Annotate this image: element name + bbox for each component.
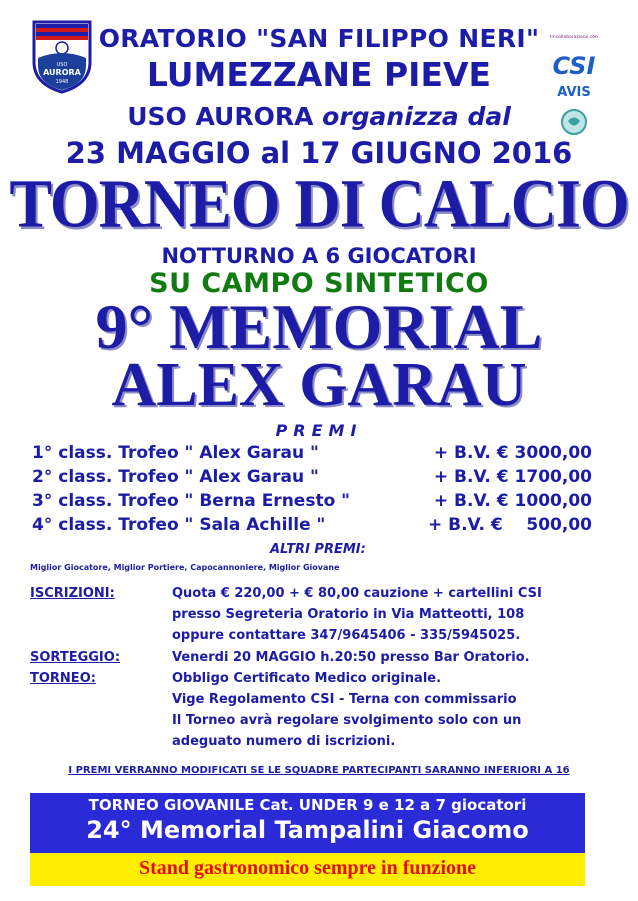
iscrizioni-line: Quota € 220,00 + € 80,00 cauzione + cartellini CSI — [172, 586, 542, 601]
memorial-title: 9° MEMORIAL — [95, 291, 543, 362]
food-stand-text: Stand gastronomico sempre in funzione — [138, 857, 477, 879]
sponsor-collab-text: In collaborazione con — [550, 35, 598, 40]
memorial-name: ALEX GARAU — [111, 351, 527, 419]
csi-logo: CSI — [552, 52, 596, 80]
other-prizes-heading: ALTRI PREMI: — [270, 542, 366, 557]
prize-name: 4° class. Trofeo " Sala Achille " — [32, 515, 326, 535]
pitch-subtitle: SU CAMPO SINTETICO — [149, 268, 489, 299]
sorteggio-label: SORTEGGIO: — [30, 650, 121, 665]
logo-year-text: 1948 — [55, 79, 69, 85]
prize-value: + B.V. € 500,00 — [427, 515, 592, 535]
torneo-line: Obbligo Certificato Medico originale. — [172, 671, 442, 686]
dates-line: 23 MAGGIO al 17 GIUGNO 2016 — [65, 136, 573, 170]
location-title: LUMEZZANE PIEVE — [146, 55, 492, 94]
iscrizioni-line: presso Segreteria Oratorio in Via Matteotti, 108 — [172, 607, 525, 622]
logo-top-text: USO — [56, 62, 68, 68]
torneo-line: adeguato numero di iscrizioni. — [172, 734, 396, 749]
youth-memorial-text: 24° Memorial Tampalini Giacomo — [86, 816, 529, 844]
tournament-title: TORNEO DI CALCIO — [9, 165, 629, 242]
prize-name: 2° class. Trofeo " Alex Garau " — [32, 467, 319, 487]
prizes-heading: PREMI — [275, 421, 363, 440]
prize-value: + B.V. € 1700,00 — [433, 467, 592, 487]
other-prizes-list: Miglior Giocatore, Miglior Portiere, Capocannoniere, Miglior Giovane — [30, 563, 340, 572]
prize-value: + B.V. € 1000,00 — [433, 491, 592, 511]
sorteggio-text: Venerdi 20 MAGGIO h.20:50 presso Bar Oratorio. — [172, 650, 530, 665]
iscrizioni-label: ISCRIZIONI: — [30, 586, 115, 601]
organizer-name: USO AURORA — [127, 102, 323, 131]
organizer-line — [96, 102, 542, 131]
food-stand-band — [30, 853, 585, 886]
tournament-subtitle: NOTTURNO A 6 GIOCATORI — [161, 244, 477, 268]
iscrizioni-line: oppure contattare 347/9645406 - 335/5945025. — [172, 628, 521, 643]
prize-name: 3° class. Trofeo " Berna Ernesto " — [32, 491, 351, 511]
prize-name: 1° class. Trofeo " Alex Garau " — [32, 443, 319, 463]
torneo-line: Il Torneo avrà regolare svolgimento solo con un — [172, 713, 522, 728]
prize-value: + B.V. € 3000,00 — [433, 443, 592, 463]
oratorio-title: ORATORIO "SAN FILIPPO NERI" — [98, 24, 540, 53]
torneo-label: TORNEO: — [30, 671, 96, 686]
prize-notice: I PREMI VERRANNO MODIFICATI SE LE SQUADRE PARTECIPANTI SARANNO INFERIORI A 16 — [68, 765, 570, 776]
organizer-verb: organizza dal — [322, 102, 511, 131]
avis-logo: AVIS — [557, 85, 591, 100]
youth-tournament-text: TORNEO GIOVANILE Cat. UNDER 9 e 12 a 7 giocatori — [88, 796, 527, 814]
youth-tournament-band — [30, 793, 585, 853]
torneo-line: Vige Regolamento CSI - Terna con commissario — [172, 692, 517, 707]
logo-main-text: AURORA — [43, 68, 81, 77]
